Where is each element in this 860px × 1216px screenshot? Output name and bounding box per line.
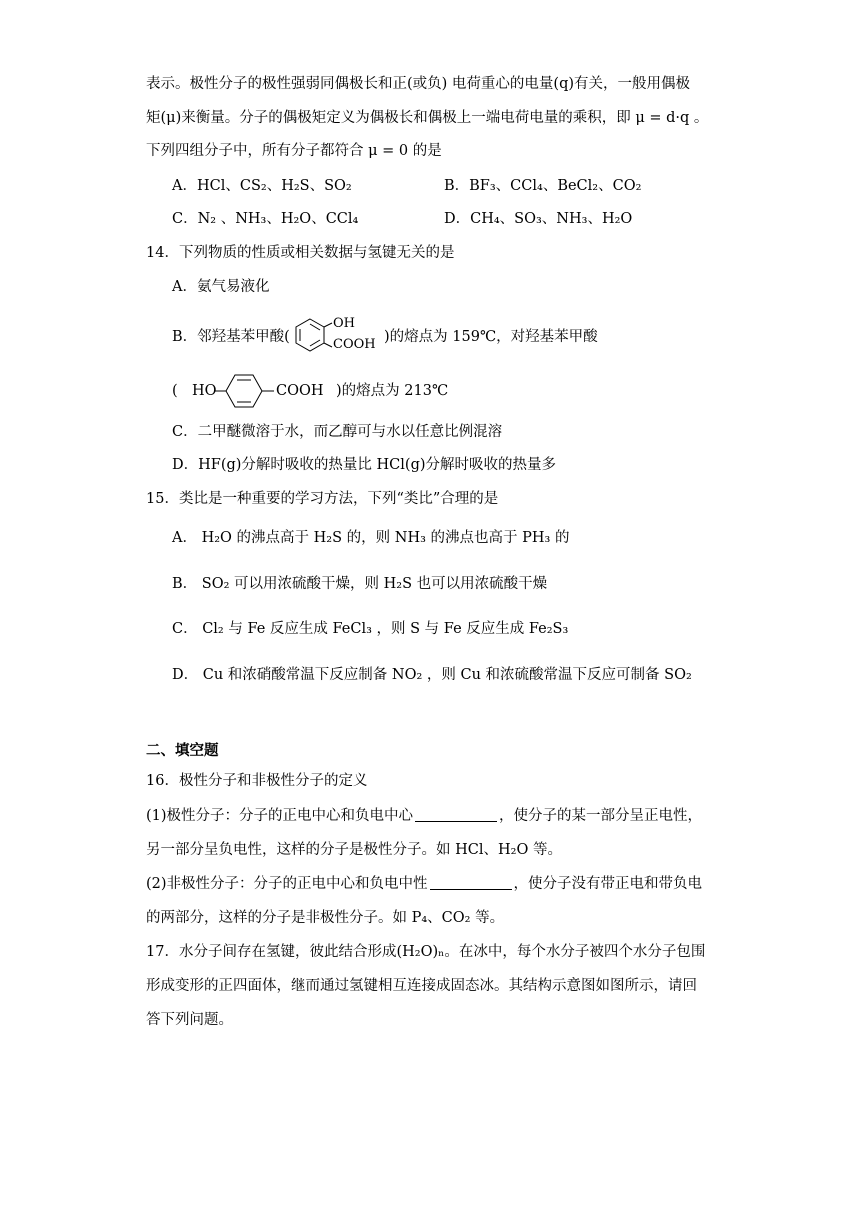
q16-part2-line1 (146, 874, 702, 894)
intro-line-1: 表示。极性分子的极性强弱同偶极长和正(或负) 电荷重心的电量(q)有关，一般用偶极 (146, 76, 691, 92)
q13-option-d[interactable]: D．CH₄、SO₃、NH₃、H₂O (444, 211, 633, 227)
q16-stem: 16．极性分子和非极性分子的定义 (146, 773, 368, 789)
q15-option-c[interactable]: C． Cl₂ 与 Fe 反应生成 FeCl₃ ，则 S 与 Fe 反应生成 Fe₂S₃ (172, 621, 569, 637)
q14-option-a[interactable]: A．氨气易液化 (172, 279, 270, 295)
q13-option-b[interactable]: B．BF₃、CCl₄、BeCl₂、CO₂ (444, 178, 642, 194)
q14-option-b-part2[interactable]: )的熔点为 159℃，对羟基苯甲酸 (384, 329, 598, 345)
para-cooh-label: COOH (276, 383, 324, 399)
q16-part1-line1 (146, 806, 702, 826)
intro-line-2: 矩(μ)来衡量。分子的偶极矩定义为偶极长和偶极上一端电荷电量的乘积，即 μ = d·q 。 (146, 110, 709, 126)
q14-option-c[interactable]: C．二甲醚微溶于水，而乙醇可与水以任意比例混溶 (172, 424, 503, 440)
q14-stem: 14．下列物质的性质或相关数据与氢键无关的是 (146, 245, 455, 261)
para-ho-label: HO (192, 383, 217, 399)
q16-part2-line2: 的两部分，这样的分子是非极性分子。如 P₄、CO₂ 等。 (146, 910, 505, 926)
q15-stem: 15．类比是一种重要的学习方法，下列“类比”合理的是 (146, 491, 499, 507)
q15-option-b[interactable]: B． SO₂ 可以用浓硫酸干燥，则 H₂S 也可以用浓硫酸干燥 (172, 576, 548, 592)
q16-part2-text-a: (2)非极性分子：分子的正电中心和负电中性 (146, 876, 428, 892)
q14-option-b-part3[interactable]: )的熔点为 213℃ (336, 383, 449, 399)
q13-option-c[interactable]: C．N₂ 、NH₃、H₂O、CCl₄ (172, 211, 359, 227)
q16-blank-2[interactable] (430, 875, 512, 890)
q13-option-a[interactable]: A．HCl、CS₂、H₂S、SO₂ (172, 178, 352, 194)
intro-line-3: 下列四组分子中，所有分子都符合 μ = 0 的是 (146, 143, 442, 159)
section-heading-fill-in: 二、填空题 (146, 742, 219, 759)
q16-part2-text-b: ，使分子没有带正电和带负电 (513, 876, 703, 892)
q17-line-1: 17．水分子间存在氢键，彼此结合形成(H₂O)ₙ。在冰中，每个水分子被四个水分子包围 (146, 944, 706, 960)
q16-part1-text-a: (1)极性分子：分子的正电中心和负电中心 (146, 808, 414, 824)
q14-option-b-part1[interactable]: B．邻羟基苯甲酸( (172, 329, 290, 345)
q14-option-b-open-paren: ( (172, 383, 178, 399)
ortho-cooh-label: COOH (333, 337, 376, 352)
q15-option-d[interactable]: D． Cu 和浓硝酸常温下反应制备 NO₂ ，则 Cu 和浓硫酸常温下反应可制备 SO₂ (172, 667, 692, 683)
q17-line-3: 答下列问题。 (146, 1012, 233, 1028)
q16-part1-line2: 另一部分呈负电性，这样的分子是极性分子。如 HCl、H₂O 等。 (146, 842, 562, 858)
para-hydroxybenzoic-acid-structure (214, 370, 278, 412)
q16-part1-text-b: ，使分子的某一部分呈正电性， (499, 808, 703, 824)
q16-blank-1[interactable] (415, 807, 497, 822)
ortho-oh-label: OH (333, 316, 355, 331)
q17-line-2: 形成变形的正四面体，继而通过氢键相互连接成固态冰。其结构示意图如图所示，请回 (146, 978, 697, 994)
q15-option-a[interactable]: A． H₂O 的沸点高于 H₂S 的，则 NH₃ 的沸点也高于 PH₃ 的 (172, 530, 570, 546)
q14-option-d[interactable]: D．HF(g)分解时吸收的热量比 HCl(g)分解时吸收的热量多 (172, 457, 557, 473)
